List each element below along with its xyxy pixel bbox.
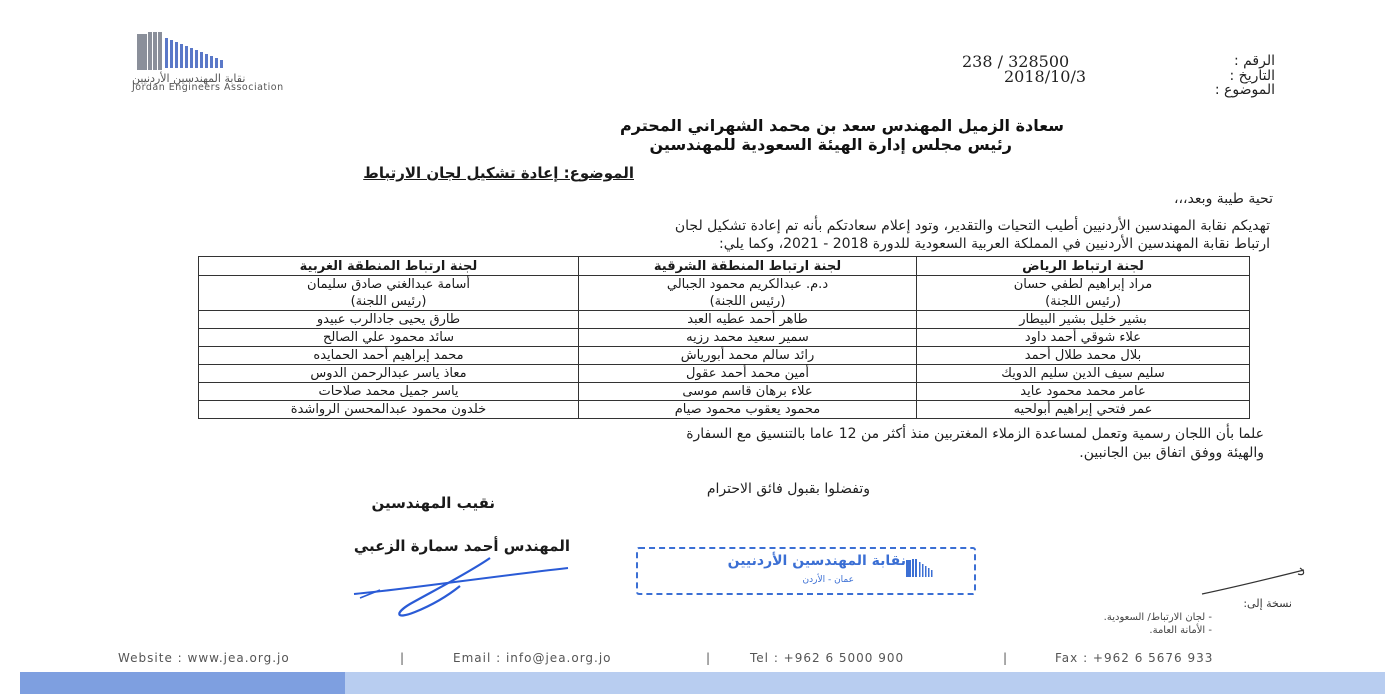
note-line-1: علما بأن اللجان رسمية وتعمل لمساعدة الزملاء المغتربين منذ أكثر من 12 عاما بالتنسيق مع السفارة — [686, 426, 1264, 442]
table-cell: طارق يحيى جادالرب عبيدو — [199, 311, 579, 329]
table-cell: أمين محمد أحمد عقول — [579, 365, 917, 383]
table-row — [199, 383, 1250, 401]
table-cell: (رئيس اللجنة) — [579, 293, 917, 311]
table-cell: سليم سيف الدين سليم الدويك — [917, 365, 1250, 383]
footer-bar-right — [345, 672, 1385, 694]
table-cell: (رئيس اللجنة) — [199, 293, 579, 311]
subject-line: الموضوع: إعادة تشكيل لجان الارتباط — [363, 164, 634, 182]
table-cell: سائد محمود علي الصالح — [199, 329, 579, 347]
footer-tel: Tel : +962 6 5000 900 — [750, 651, 905, 665]
table-cell: طاهر أحمد عطيه العبد — [579, 311, 917, 329]
table-cell: مراد إبراهيم لطفي حسان — [917, 276, 1250, 294]
intro-line-2: ارتباط نقابة المهندسين الأردنيين في المملكة العربية السعودية للدورة 2018 - 2021، وكما يلي: — [718, 236, 1270, 252]
table-cell: محمد إبراهيم أحمد الحمايده — [199, 347, 579, 365]
cc-item-1: - لجان الارتباط/ السعودية. — [1103, 612, 1212, 623]
table-cell: محمود يعقوب محمود صيام — [579, 401, 917, 419]
table-cell: عمر فتحي إبراهيم أبولحيه — [917, 401, 1250, 419]
intro-line-1: تهديكم نقابة المهندسين الأردنيين أطيب التحيات والتقدير، وتود إعلام سعادتكم بأنه تم إعادة تشكيل لجان — [674, 218, 1270, 234]
cc-item-2: - الأمانة العامة. — [1149, 625, 1212, 636]
table-header-eastern: لجنة ارتباط المنطقة الشرقية — [579, 257, 917, 276]
table-row — [199, 276, 1250, 294]
subject-label: الموضوع : — [1214, 82, 1275, 98]
official-stamp — [636, 547, 976, 595]
footer-website: Website : www.jea.org.jo — [118, 651, 290, 665]
date-value: 2018/10/3 — [1004, 67, 1087, 86]
footer-separator: | — [706, 651, 711, 665]
table-cell: سمير سعيد محمد رزيه — [579, 329, 917, 347]
table-row — [199, 293, 1250, 311]
footer-separator: | — [400, 651, 405, 665]
table-row — [199, 365, 1250, 383]
date-label: التاريخ : — [1229, 68, 1275, 84]
handwritten-signature — [340, 552, 580, 622]
table-cell: بشير خليل بشير البيطار — [917, 311, 1250, 329]
table-header-row — [199, 257, 1250, 276]
footer-email: Email : info@jea.org.jo — [453, 651, 612, 665]
table-cell: ياسر جميل محمد صلاحات — [199, 383, 579, 401]
table-cell: رائد سالم محمد أبورياش — [579, 347, 917, 365]
footer-separator: | — [1003, 651, 1008, 665]
table-row — [199, 347, 1250, 365]
stamp-line-1: نقابة المهندسين الأردنيين — [727, 553, 906, 569]
ref-value: 238 / 328500 — [962, 52, 1070, 71]
note-line-2: والهيئة ووفق اتفاق بين الجانبين. — [1079, 445, 1264, 461]
footer-fax: Fax : +962 6 5676 933 — [1055, 651, 1214, 665]
logo-arabic-text: نقابة المهندسين الأردنيين — [132, 72, 246, 85]
table-header-riyadh: لجنة ارتباط الرياض — [917, 257, 1250, 276]
signatory-name: المهندس أحمد سمارة الزعبي — [353, 537, 570, 555]
table-cell: خلدون محمود عبدالمحسن الرواشدة — [199, 401, 579, 419]
stamp-line-2: عمان - الأردن — [802, 575, 854, 585]
initials-mark — [1200, 566, 1310, 596]
greeting: تحية طيبة وبعد،،، — [1174, 191, 1273, 207]
closing-text: وتفضلوا بقبول فائق الاحترام — [706, 481, 870, 497]
table-cell: (رئيس اللجنة) — [917, 293, 1250, 311]
table-cell: عامر محمد محمود عايد — [917, 383, 1250, 401]
committees-table — [198, 256, 1250, 419]
cc-label: نسخة إلى: — [1243, 597, 1292, 610]
table-cell: أسامة عبدالغني صادق سليمان — [199, 276, 579, 294]
table-cell: علاء شوقي أحمد داود — [917, 329, 1250, 347]
table-row — [199, 329, 1250, 347]
table-cell: معاذ ياسر عبدالرحمن الدوس — [199, 365, 579, 383]
footer-bar-left — [20, 672, 345, 694]
recipient-line-1: سعادة الزميل المهندس سعد بن محمد الشهراني المحترم — [620, 116, 1064, 135]
table-row — [199, 401, 1250, 419]
logo-english-text: Jordan Engineers Association — [132, 82, 284, 93]
table-cell: بلال محمد طلال أحمد — [917, 347, 1250, 365]
recipient-line-2: رئيس مجلس إدارة الهيئة السعودية للمهندسين — [649, 135, 1012, 154]
table-cell: علاء برهان قاسم موسى — [579, 383, 917, 401]
table-row — [199, 311, 1250, 329]
signatory-title: نقيب المهندسين — [371, 494, 495, 512]
table-cell: د.م. عبدالكريم محمود الجبالي — [579, 276, 917, 294]
ref-label: الرقم : — [1233, 53, 1275, 69]
stamp-logo-icon — [904, 557, 966, 579]
table-header-western: لجنة ارتباط المنطقة الغربية — [199, 257, 579, 276]
